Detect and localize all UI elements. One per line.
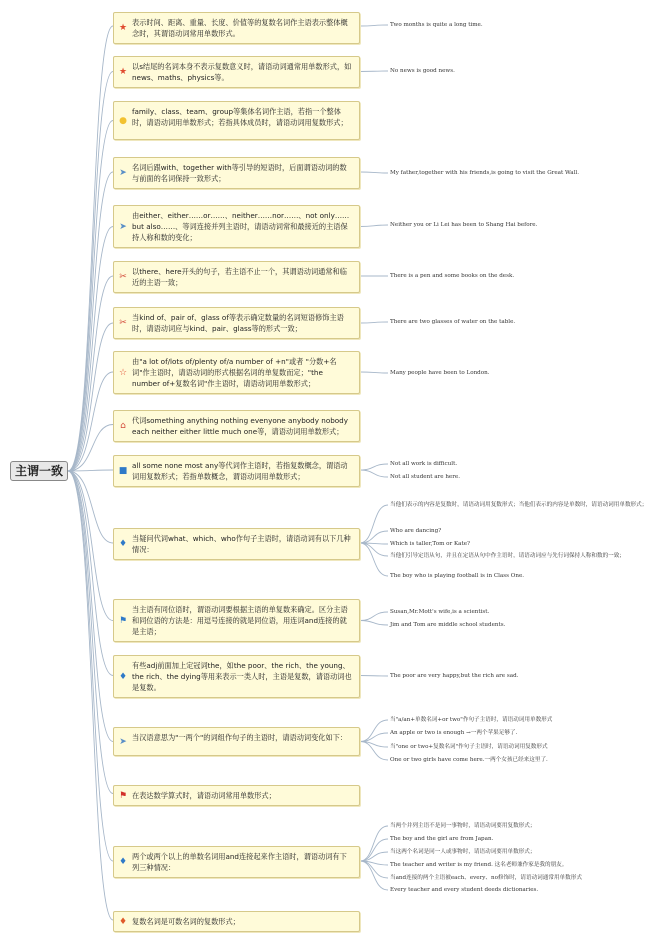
example-text: 当and连接的两个主语被each、every、no修饰时，请语动词通常用单数形式 [390,875,582,881]
flame-blue-icon: ♦ [118,539,128,549]
connector-line [360,733,388,742]
rule-node[interactable] [113,56,360,88]
rule-node[interactable] [113,205,360,248]
rule-text: 表示时间、距离、重量、长度、价值等的复数名词作主语表示整体概念时，其谓语动词常用单数形式。 [132,18,348,38]
rule-text: 以there、here开头的句子，若主语不止一个，其谓语动词通常和临近的主语一致； [132,267,347,287]
rule-node[interactable] [113,101,360,140]
rule-text: 在表达数学算式时，请语动词常用单数形式； [132,791,276,800]
example-text: One or two girls have come here.一两个女孩已经来这里了. [390,757,548,763]
example-text: 当这两个名词是同一人或事物时，请语动词要用单数形式； [390,849,536,855]
rule-node[interactable] [113,655,360,698]
paper-plane-icon: ➤ [119,221,127,232]
blue-square-icon: ■ [118,466,128,476]
connector-line [68,471,113,920]
example-text: My father,together with his friends,is going to visit the Great Wall. [390,170,579,176]
example-text: Not all student are here. [390,474,460,480]
example-text: No news is good news. [390,68,455,74]
rule-node[interactable] [113,307,360,339]
example-text: The poor are very happy,but the rich are sad. [390,673,519,679]
connector-line [360,505,388,543]
lightbulb-icon: ● [119,115,127,126]
rule-text: 代词something anything nothing evenyone anybody nobody each neither either little much one等，请语动词用单数形式； [132,416,348,436]
connector-line [68,26,113,471]
rule-node[interactable] [113,157,360,189]
flame-red-icon: ♦ [118,916,128,927]
rule-text: 当kind of、pair of、glass of等表示确定数量的名词短语修饰主语时，请语动词应与kind、pair、glass等的形式一致； [132,313,344,333]
connector-line [360,676,388,677]
connector-line [360,720,388,742]
paper-plane-icon: ➤ [119,736,127,747]
rule-node[interactable] [113,351,360,394]
rule-node[interactable] [113,599,360,642]
connector-line [360,470,388,477]
connector-line [68,471,113,621]
connector-line [360,621,388,626]
connector-line [360,543,388,556]
connector-line [360,543,388,576]
example-text: Not all work is difficult. [390,461,458,467]
example-text: The boy and the girl are from Japan. [390,836,494,842]
rule-node[interactable] [113,455,360,487]
paper-plane-icon: ➤ [119,168,127,178]
example-text: There are two glasses of water on the table. [390,319,516,325]
example-text: 当"one or two+复数名词"作句子主语时，请语动词用复数形式 [390,744,548,750]
example-text: 当两个并列主语不是同一事物时，请语动词要用复数形式； [390,823,536,829]
rule-text: family、class、team、group等集体名词作主语，若指一个整体时，请语动词用单数形式；若指具体成员时，请语动词用复数形式； [132,107,348,127]
rule-node[interactable] [113,785,360,806]
example-text: 当他们引导定语从句，并且在定语从句中作主语时，请语动词应与先行词保持人称和数的一致； [390,553,625,559]
tools-icon: ✂ [119,318,127,328]
example-text: There is a pen and some books on the desk. [390,273,515,279]
rule-text: 有些adj前面加上定冠词the，如the poor、the rich、the young、the rich、the dying等用来表示一类人时，主语是复数，请语动词也是复数。 [132,661,352,692]
rule-node[interactable] [113,12,360,44]
star-icon: ★ [118,67,128,77]
flame-blue-icon: ♦ [118,671,128,682]
connector-line [360,225,388,227]
rule-node[interactable] [113,261,360,293]
connector-line [360,531,388,543]
example-text: Many people have been to London. [390,370,490,376]
home-icon: ⌂ [120,421,126,431]
star-icon: ★ [118,23,128,33]
red-flag-icon: ⚑ [118,790,128,801]
flame-blue-icon: ♦ [118,857,128,867]
rule-text: 复数名词是可数名词的复数形式； [132,917,240,926]
rule-text: 以s结尾的名词本身不表示复数意义时，请语动词通常用单数形式，如news、maths、physics等。 [132,62,352,82]
rule-node[interactable] [113,727,360,756]
example-text: Susan,Mr.Mott's wife,is a scientist. [390,609,490,615]
connector-line [360,861,388,890]
connector-line [360,71,388,72]
star-outline-icon: ☆ [118,367,128,378]
example-text: 当他们表示的内容是复数时，请语动词用复数形式；当他们表示的内容是单数时，请语动词用单数形式； [390,502,647,508]
connector-line [360,464,388,470]
example-text: Every teacher and every student deeds dictionaries. [390,887,539,893]
connector-line [360,172,388,173]
connector-line [360,612,388,621]
example-text: Which is taller,Tom or Kate? [390,541,471,547]
connector-line [360,372,388,373]
example-text: The teacher and writer is my friend. 这名老师兼作家是我的朋友。 [390,862,568,868]
rule-node[interactable] [113,846,360,878]
rule-text: 由either、either……or……、neither……nor……、not only……but also……、等词连接并列主语时，请语动词常和最接近的主语保持人称和数的变化； [132,211,350,242]
rule-node[interactable] [113,528,360,560]
example-text: The boy who is playing football is in Class One. [390,573,525,579]
rule-node[interactable] [113,410,360,442]
rule-node[interactable] [113,911,360,932]
connector-line [360,322,388,323]
rule-text: 名词后跟with、together with等引导的短语时，后面谓语动词的数与前面的名词保持一致形式； [132,163,347,183]
rule-text: 由"a lot of/lots of/plenty of/a number of +n"或者 "分数+名词"作主语时，请语动词的形式根据名词的单复数而定；"the number of+复数名词"作主语时，请语动词用单数形式； [132,357,337,388]
example-text: Neither you or Li Lei has been to Shang Hai before. [390,222,538,228]
example-text: An apple or two is enough →一两个苹果足够了. [390,730,518,736]
example-text: Who are dancing? [390,528,442,534]
rule-text: all some none most any等代词作主语时，若指复数概念，谓语动词用复数形式；若指单数概念，谓语动词用单数形式； [132,461,348,481]
rule-text: 当汉语意思为"一两个"的词组作句子的主语时，请语动词变化如下： [132,733,348,742]
rule-text: 当疑问代词what、which、who作句子主语时，请语动词有以下几种情况： [132,534,351,554]
example-text: Jim and Tom are middle school students. [390,622,506,628]
example-text: Two months is quite a long time. [390,22,483,28]
blue-flag-icon: ⚑ [118,615,128,626]
rule-text: 当主语有同位语时，谓语动词要根据主语的单复数来确定。区分主语和同位语的方法是：用逗号连接的就是同位语，用连词and连接的就是主语； [132,605,348,636]
tools-icon: ✂ [119,272,127,282]
connector-line [360,25,388,26]
rule-text: 两个或两个以上的单数名词用and连接起来作主语时，谓语动词有下列三种情况： [132,852,347,872]
root-node[interactable]: 主谓一致 [10,461,68,481]
example-text: 当"a/an+单数名词+or two"作句子主语时，请语动词用单数形式 [390,717,553,723]
